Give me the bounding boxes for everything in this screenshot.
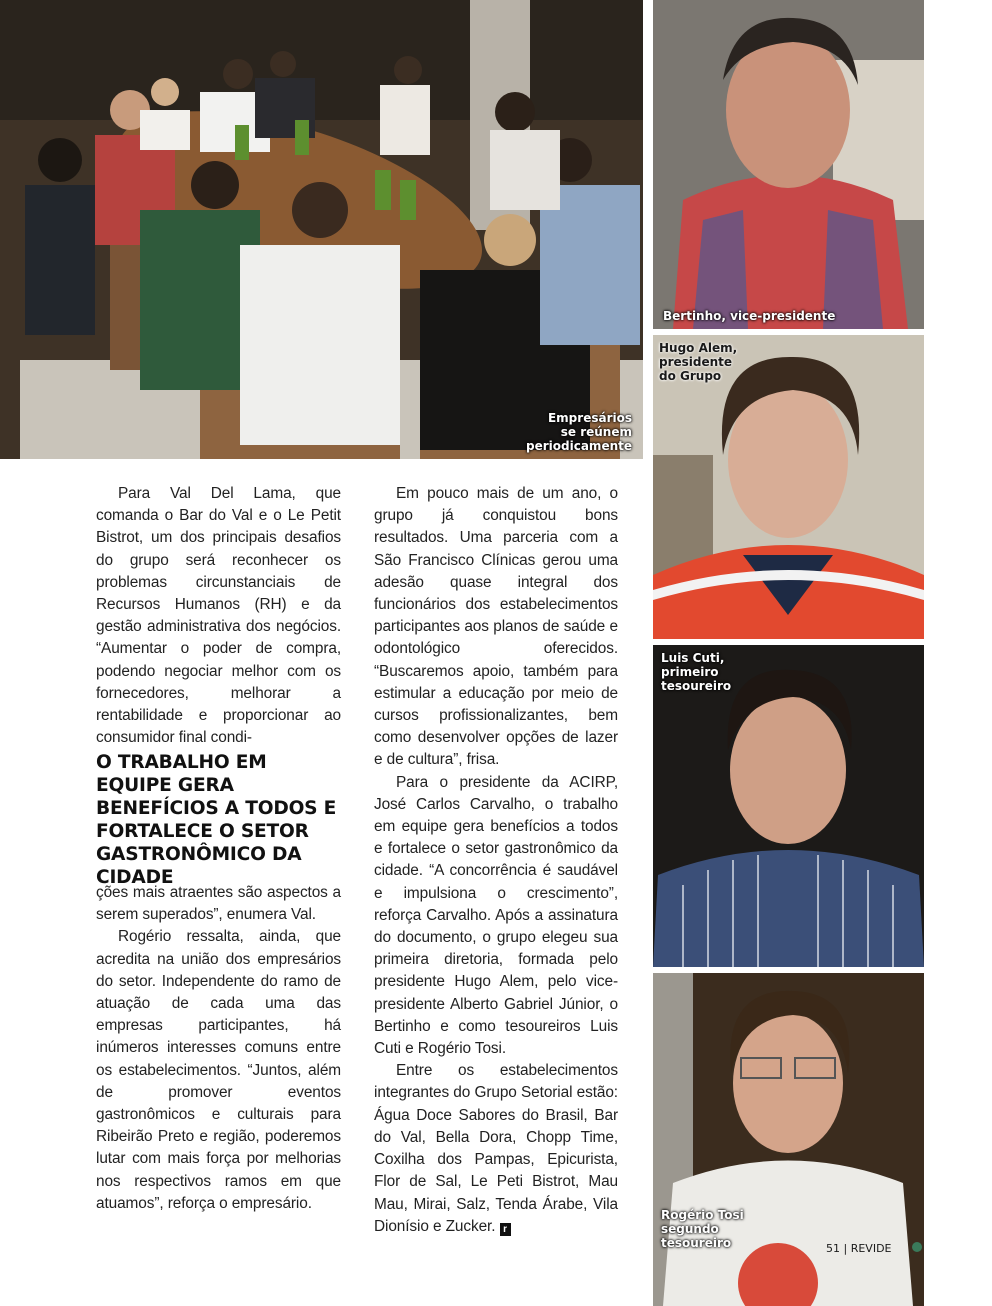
caption-line: segundo	[661, 1222, 719, 1236]
caption-line: Rogério Tosi	[661, 1208, 744, 1222]
group-photo-caption	[480, 411, 632, 453]
caption-line: Hugo Alem,	[659, 341, 738, 355]
caption-line: Luis Cuti,	[661, 651, 725, 665]
bertinho-portrait	[653, 0, 924, 329]
luis-illustration	[653, 645, 924, 967]
caption-line: periodicamente	[526, 439, 632, 453]
rogerio-portrait	[653, 973, 924, 1306]
article-column-left-top	[96, 483, 341, 749]
caption-line: Bertinho, vice-presidente	[663, 309, 836, 323]
caption-line: primeiro	[661, 665, 719, 679]
hugo-caption	[659, 341, 779, 383]
end-of-article-mark: r	[500, 1223, 511, 1236]
magazine-name: REVIDE	[850, 1242, 892, 1255]
hugo-portrait	[653, 335, 924, 639]
article-subheading: O TRABALHO EM EQUIPE GERA BENEFÍCIOS A TODOS E FORTALECE O SETOR GASTRONÔMICO DA CIDADE	[96, 752, 337, 888]
rogerio-illustration	[653, 973, 924, 1306]
article-paragraph-text: Entre os estabelecimentos integrantes do Grupo Setorial estão: Água Doce Sabores do Brasil, Bar do Val, Bella Dora, Chopp Time, Coxilha dos Pampas, Epicurista, Flor de Sal, Le Peti Bistrot, Mau Mau, Mirai, Salz, Tenda Árabe, Vila Dionísio e Zucker.	[374, 1062, 618, 1235]
article-column-right	[374, 483, 618, 1238]
caption-line: se reúnem	[560, 425, 632, 439]
article-paragraph: Para o presidente da ACIRP, José Carlos Carvalho, o trabalho em equipe gera benefícios a todos e fortalece o setor gastronômico da cidade. “A concorrência é saudável e impulsiona o crescimento”, reforça Carvalho. Após a assinatura do documento, o grupo elegeu sua primeira diretoria, formada pelo presidente Hugo Alem, pelo vice-presidente Alberto Gabriel Júnior, o Bertinho e como tesoureiros Luis Cuti e Rogério Tosi.	[374, 773, 618, 1058]
bertinho-caption	[663, 309, 918, 323]
page-number: 51	[826, 1242, 840, 1255]
group-meeting-photo	[0, 0, 643, 459]
article-paragraph: Em pouco mais de um ano, o grupo já conquistou bons resultados. Uma parceria com a São Francisco Clínicas gerou uma adesão quase integral dos funcionários dos estabelecimentos participantes aos planos de saúde e odontológico oferecidos. “Buscaremos apoio, também para estimular a educação por meio de cursos profissionalizantes, bem como desenvolver opções de lazer e de cultura”, frisa.	[374, 485, 618, 769]
luis-portrait	[653, 645, 924, 967]
rogerio-caption	[661, 1208, 781, 1250]
bertinho-illustration	[653, 0, 924, 329]
caption-line: tesoureiro	[661, 679, 732, 693]
article-paragraph: Para Val Del Lama, que comanda o Bar do Val e o Le Petit Bistrot, um dos principais desafios do grupo será reconhecer os problemas circunstanciais de Recursos Humanos (RH) e da gestão administrativa dos negócios. “Aumentar o poder de compra, podendo negociar melhor com os fornecedores, melhorar a rentabilidade e proporcionar ao consumidor final condi-	[96, 485, 341, 747]
caption-line: tesoureiro	[661, 1236, 732, 1250]
folio-separator: |	[843, 1242, 848, 1255]
page-folio	[826, 1242, 892, 1255]
caption-line: do Grupo	[659, 369, 722, 383]
caption-line: presidente	[659, 355, 733, 369]
caption-line: Empresários	[547, 411, 632, 425]
luis-caption	[661, 651, 781, 693]
article-paragraph-final	[374, 1060, 618, 1238]
magazine-logo-icon	[912, 1242, 922, 1252]
article-column-left-bottom	[96, 882, 341, 1215]
group-meeting-illustration	[0, 0, 643, 459]
article-paragraph: ções mais atraentes são aspectos a serem superados”, enumera Val.	[96, 884, 341, 924]
article-paragraph: Rogério ressalta, ainda, que acredita na união dos empresários do setor. Independente do ramo de atuação de cada uma das empresas participantes, há inúmeros interesses comuns entre os estabelecimentos. “Juntos, além de promover eventos gastronômicos e culturais para Ribeirão Preto e região, poderemos lutar com mais força por melhorias nos respectivos ramos em que atuamos”, reforça o empresário.	[96, 928, 341, 1212]
